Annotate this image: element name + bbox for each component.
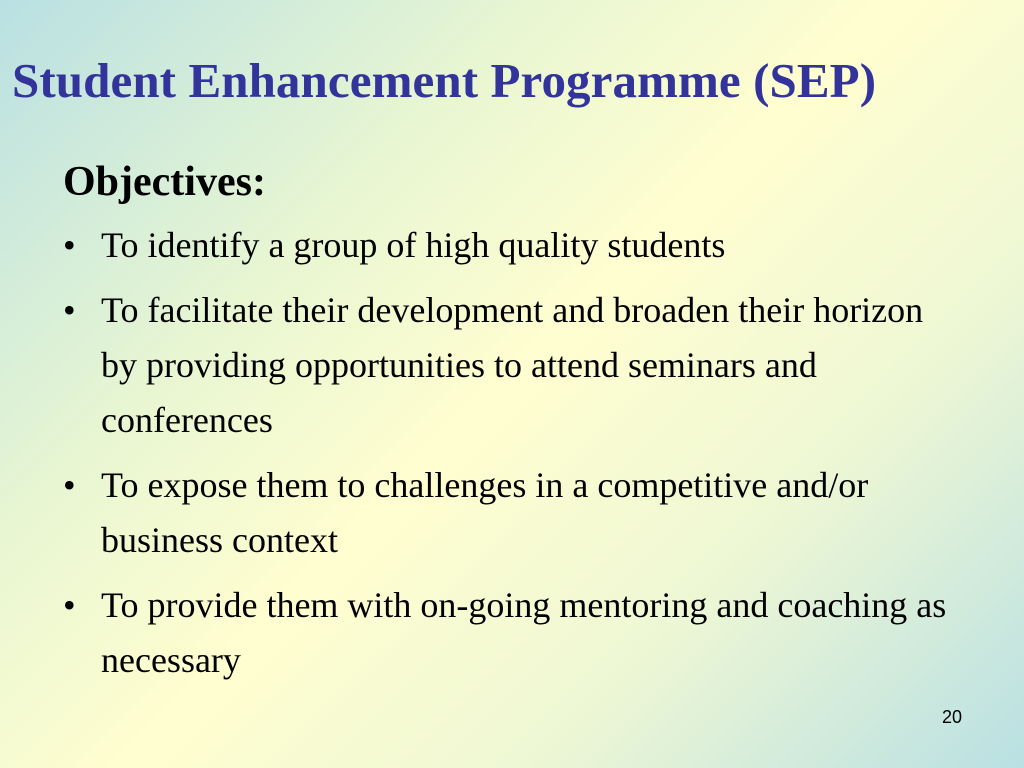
bullet-icon: • bbox=[63, 225, 76, 265]
list-item bbox=[63, 218, 963, 273]
bullet-icon: • bbox=[63, 290, 76, 330]
objectives-section bbox=[63, 154, 963, 698]
list-item-text: To facilitate their development and broaden their horizon by providing opportunities to attend seminars and conferences bbox=[101, 290, 924, 440]
list-item-text: To expose them to challenges in a competitive and/or business context bbox=[101, 465, 869, 560]
objectives-heading: Objectives: bbox=[63, 159, 266, 205]
slide-number: 20 bbox=[941, 707, 963, 727]
list-item-text: To identify a group of high quality students bbox=[101, 225, 726, 265]
list-item-text: To provide them with on-going mentoring and coaching as necessary bbox=[101, 585, 947, 680]
bullet-icon: • bbox=[63, 465, 76, 505]
list-item bbox=[63, 458, 963, 568]
bullet-icon: • bbox=[63, 585, 76, 625]
list-item bbox=[63, 578, 963, 688]
slide-title: Student Enhancement Programme (SEP) bbox=[12, 53, 877, 108]
list-item bbox=[63, 283, 963, 448]
objectives-list bbox=[63, 218, 963, 688]
